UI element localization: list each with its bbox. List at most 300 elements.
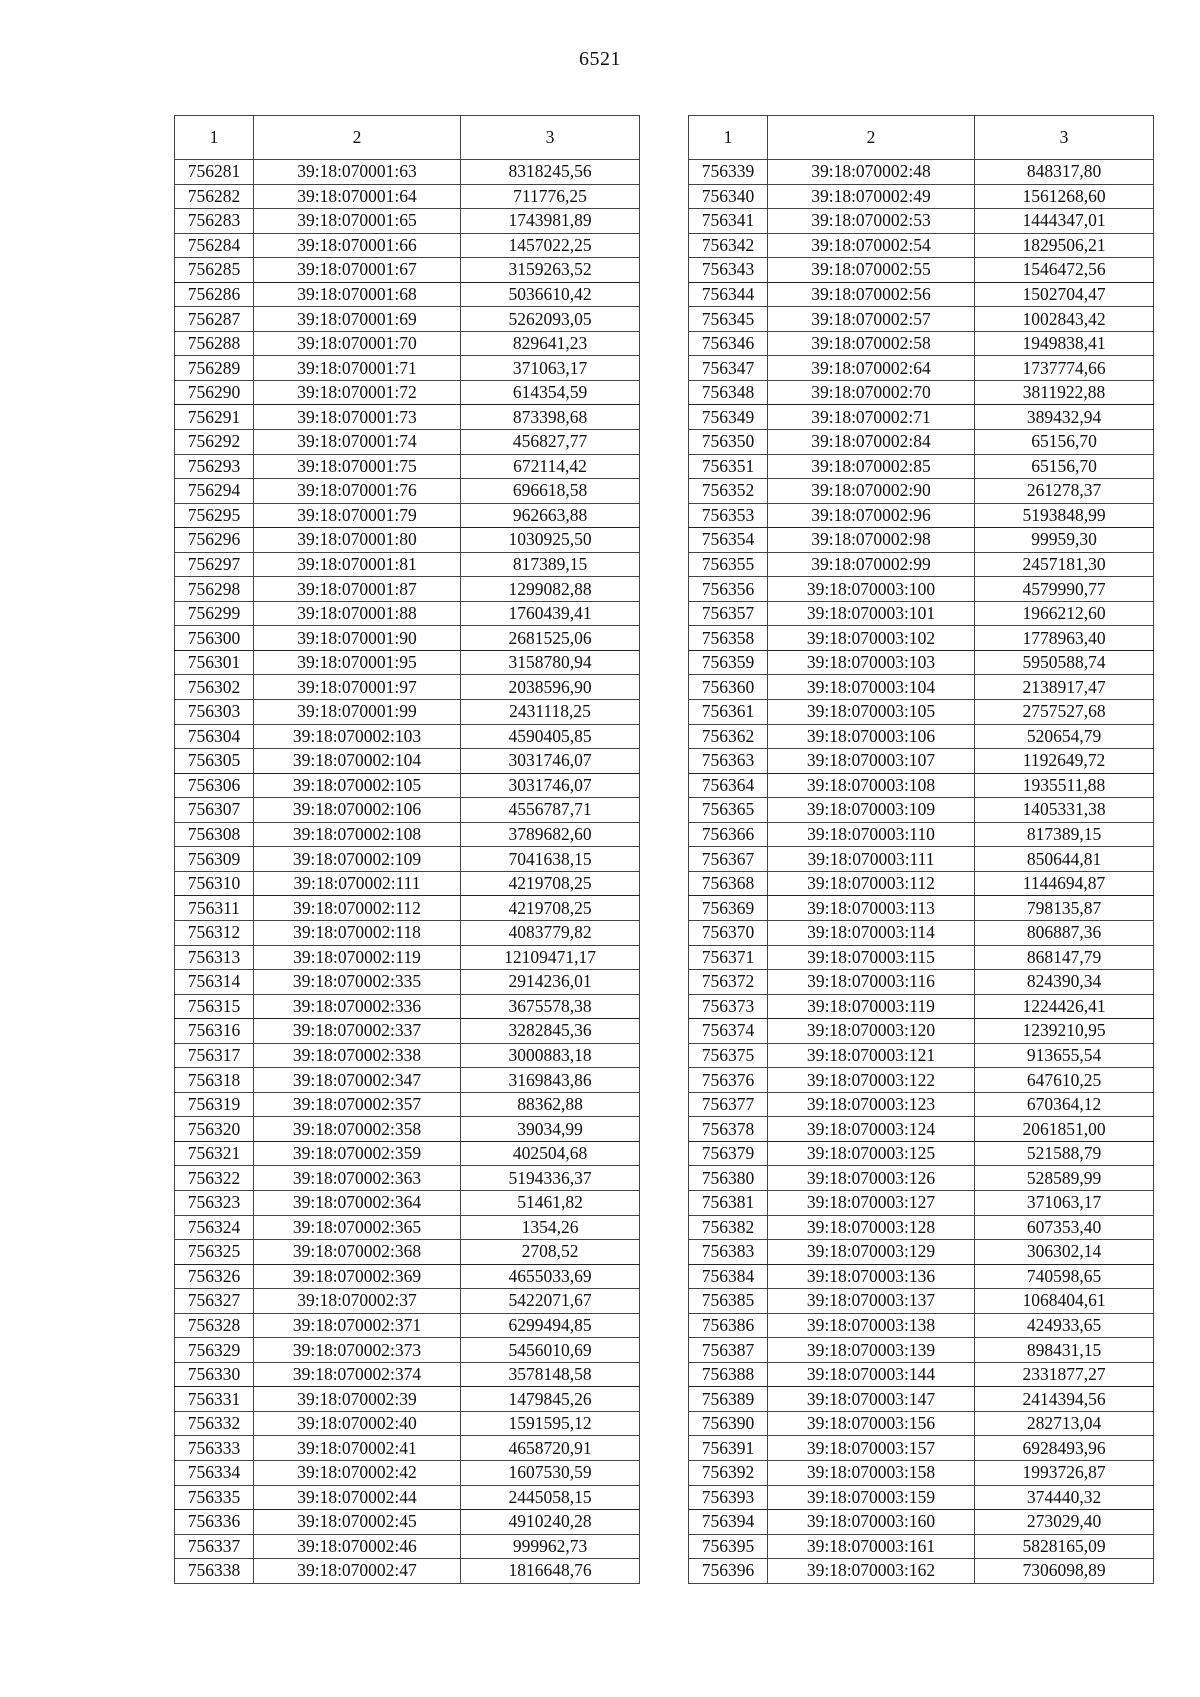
column-header-3: 3 <box>975 116 1154 160</box>
row-number-cell: 756314 <box>175 970 254 995</box>
table-row <box>175 773 640 798</box>
row-number-cell: 756329 <box>175 1338 254 1363</box>
row-number-cell: 756360 <box>689 675 768 700</box>
row-number-cell: 756377 <box>689 1092 768 1117</box>
cadastral-number-cell: 39:18:070003:125 <box>768 1141 975 1166</box>
cadastral-number-cell: 39:18:070001:74 <box>254 430 461 455</box>
table-row <box>175 1534 640 1559</box>
value-cell: 3789682,60 <box>461 822 640 847</box>
value-cell: 1030925,50 <box>461 528 640 553</box>
cadastral-number-cell: 39:18:070002:45 <box>254 1510 461 1535</box>
value-cell: 2061851,00 <box>975 1117 1154 1142</box>
cadastral-number-cell: 39:18:070001:87 <box>254 577 461 602</box>
cadastral-number-cell: 39:18:070003:128 <box>768 1215 975 1240</box>
value-cell: 962663,88 <box>461 503 640 528</box>
table-row <box>689 331 1154 356</box>
row-number-cell: 756320 <box>175 1117 254 1142</box>
table-row <box>689 1068 1154 1093</box>
value-cell: 2331877,27 <box>975 1362 1154 1387</box>
value-cell: 5194336,37 <box>461 1166 640 1191</box>
value-cell: 848317,80 <box>975 160 1154 185</box>
table-row <box>175 1510 640 1535</box>
row-number-cell: 756356 <box>689 577 768 602</box>
value-cell: 1743981,89 <box>461 209 640 234</box>
table-row <box>689 1166 1154 1191</box>
row-number-cell: 756389 <box>689 1387 768 1412</box>
cadastral-number-cell: 39:18:070002:363 <box>254 1166 461 1191</box>
table-row <box>689 1485 1154 1510</box>
row-number-cell: 756304 <box>175 724 254 749</box>
row-number-cell: 756351 <box>689 454 768 479</box>
row-number-cell: 756354 <box>689 528 768 553</box>
row-number-cell: 756283 <box>175 209 254 234</box>
value-cell: 273029,40 <box>975 1510 1154 1535</box>
row-number-cell: 756388 <box>689 1362 768 1387</box>
cadastral-number-cell: 39:18:070002:99 <box>768 552 975 577</box>
table-row <box>689 920 1154 945</box>
value-cell: 1737774,66 <box>975 356 1154 381</box>
cadastral-number-cell: 39:18:070002:64 <box>768 356 975 381</box>
value-cell: 374440,32 <box>975 1485 1154 1510</box>
row-number-cell: 756334 <box>175 1460 254 1485</box>
row-number-cell: 756321 <box>175 1141 254 1166</box>
row-number-cell: 756338 <box>175 1559 254 1584</box>
value-cell: 1561268,60 <box>975 184 1154 209</box>
table-row <box>175 1043 640 1068</box>
cadastral-number-cell: 39:18:070003:139 <box>768 1338 975 1363</box>
value-cell: 2138917,47 <box>975 675 1154 700</box>
row-number-cell: 756301 <box>175 650 254 675</box>
cadastral-number-cell: 39:18:070003:136 <box>768 1264 975 1289</box>
row-number-cell: 756382 <box>689 1215 768 1240</box>
cadastral-number-cell: 39:18:070003:109 <box>768 798 975 823</box>
table-row <box>175 405 640 430</box>
cadastral-number-cell: 39:18:070002:49 <box>768 184 975 209</box>
table-row <box>689 1534 1154 1559</box>
table-row <box>689 405 1154 430</box>
value-cell: 3811922,88 <box>975 380 1154 405</box>
cadastral-number-cell: 39:18:070002:44 <box>254 1485 461 1510</box>
cadastral-number-cell: 39:18:070002:119 <box>254 945 461 970</box>
cadastral-number-cell: 39:18:070002:111 <box>254 871 461 896</box>
value-cell: 4658720,91 <box>461 1436 640 1461</box>
table-row <box>689 700 1154 725</box>
table-row <box>689 233 1154 258</box>
row-number-cell: 756337 <box>175 1534 254 1559</box>
value-cell: 798135,87 <box>975 896 1154 921</box>
cadastral-number-cell: 39:18:070002:359 <box>254 1141 461 1166</box>
table-row <box>689 209 1154 234</box>
table-row <box>175 503 640 528</box>
value-cell: 824390,34 <box>975 970 1154 995</box>
value-cell: 614354,59 <box>461 380 640 405</box>
value-cell: 3578148,58 <box>461 1362 640 1387</box>
row-number-cell: 756292 <box>175 430 254 455</box>
row-number-cell: 756349 <box>689 405 768 430</box>
table-row <box>175 1411 640 1436</box>
row-number-cell: 756359 <box>689 650 768 675</box>
column-header-3: 3 <box>461 116 640 160</box>
row-number-cell: 756365 <box>689 798 768 823</box>
register-table-right <box>688 115 1154 1584</box>
value-cell: 3169843,86 <box>461 1068 640 1093</box>
row-number-cell: 756327 <box>175 1289 254 1314</box>
cadastral-number-cell: 39:18:070001:99 <box>254 700 461 725</box>
row-number-cell: 756385 <box>689 1289 768 1314</box>
cadastral-number-cell: 39:18:070002:368 <box>254 1240 461 1265</box>
row-number-cell: 756289 <box>175 356 254 381</box>
table-row <box>175 945 640 970</box>
table-row <box>689 601 1154 626</box>
table-row <box>175 1289 640 1314</box>
header-row <box>689 116 1154 160</box>
cadastral-number-cell: 39:18:070002:48 <box>768 160 975 185</box>
cadastral-number-cell: 39:18:070002:358 <box>254 1117 461 1142</box>
value-cell: 1354,26 <box>461 1215 640 1240</box>
row-number-cell: 756395 <box>689 1534 768 1559</box>
cadastral-number-cell: 39:18:070002:57 <box>768 307 975 332</box>
cadastral-number-cell: 39:18:070002:357 <box>254 1092 461 1117</box>
value-cell: 868147,79 <box>975 945 1154 970</box>
row-number-cell: 756394 <box>689 1510 768 1535</box>
value-cell: 4579990,77 <box>975 577 1154 602</box>
row-number-cell: 756284 <box>175 233 254 258</box>
value-cell: 5193848,99 <box>975 503 1154 528</box>
table-row <box>689 1510 1154 1535</box>
value-cell: 3158780,94 <box>461 650 640 675</box>
value-cell: 850644,81 <box>975 847 1154 872</box>
cadastral-number-cell: 39:18:070002:56 <box>768 282 975 307</box>
row-number-cell: 756346 <box>689 331 768 356</box>
row-number-cell: 756340 <box>689 184 768 209</box>
value-cell: 521588,79 <box>975 1141 1154 1166</box>
table-row <box>689 970 1154 995</box>
cadastral-number-cell: 39:18:070003:113 <box>768 896 975 921</box>
table-row <box>175 650 640 675</box>
value-cell: 520654,79 <box>975 724 1154 749</box>
page-number: 6521 <box>579 48 621 70</box>
value-cell: 306302,14 <box>975 1240 1154 1265</box>
row-number-cell: 756396 <box>689 1559 768 1584</box>
table-row <box>689 1362 1154 1387</box>
cadastral-number-cell: 39:18:070003:104 <box>768 675 975 700</box>
table-row <box>175 1240 640 1265</box>
column-header-1: 1 <box>175 116 254 160</box>
cadastral-number-cell: 39:18:070003:116 <box>768 970 975 995</box>
table-row <box>175 479 640 504</box>
row-number-cell: 756311 <box>175 896 254 921</box>
row-number-cell: 756367 <box>689 847 768 872</box>
cadastral-number-cell: 39:18:070001:69 <box>254 307 461 332</box>
row-number-cell: 756345 <box>689 307 768 332</box>
cadastral-number-cell: 39:18:070003:123 <box>768 1092 975 1117</box>
row-number-cell: 756291 <box>175 405 254 430</box>
cadastral-number-cell: 39:18:070002:39 <box>254 1387 461 1412</box>
row-number-cell: 756322 <box>175 1166 254 1191</box>
value-cell: 5456010,69 <box>461 1338 640 1363</box>
row-number-cell: 756310 <box>175 871 254 896</box>
cadastral-number-cell: 39:18:070002:103 <box>254 724 461 749</box>
table-row <box>689 454 1154 479</box>
value-cell: 88362,88 <box>461 1092 640 1117</box>
value-cell: 528589,99 <box>975 1166 1154 1191</box>
row-number-cell: 756374 <box>689 1019 768 1044</box>
cadastral-number-cell: 39:18:070001:67 <box>254 258 461 283</box>
cadastral-number-cell: 39:18:070002:118 <box>254 920 461 945</box>
value-cell: 3159263,52 <box>461 258 640 283</box>
column-header-1: 1 <box>689 116 768 160</box>
value-cell: 371063,17 <box>461 356 640 381</box>
cadastral-number-cell: 39:18:070001:73 <box>254 405 461 430</box>
table-row <box>689 1387 1154 1412</box>
value-cell: 5828165,09 <box>975 1534 1154 1559</box>
row-number-cell: 756362 <box>689 724 768 749</box>
value-cell: 456827,77 <box>461 430 640 455</box>
cadastral-number-cell: 39:18:070003:121 <box>768 1043 975 1068</box>
row-number-cell: 756281 <box>175 160 254 185</box>
cadastral-number-cell: 39:18:070003:161 <box>768 1534 975 1559</box>
cadastral-number-cell: 39:18:070002:71 <box>768 405 975 430</box>
row-number-cell: 756361 <box>689 700 768 725</box>
row-number-cell: 756373 <box>689 994 768 1019</box>
value-cell: 1002843,42 <box>975 307 1154 332</box>
table-row <box>689 184 1154 209</box>
table-row <box>689 650 1154 675</box>
row-number-cell: 756339 <box>689 160 768 185</box>
table-row <box>689 896 1154 921</box>
value-cell: 4083779,82 <box>461 920 640 945</box>
table-row <box>175 184 640 209</box>
value-cell: 39034,99 <box>461 1117 640 1142</box>
value-cell: 1966212,60 <box>975 601 1154 626</box>
row-number-cell: 756328 <box>175 1313 254 1338</box>
table-row <box>689 675 1154 700</box>
row-number-cell: 756306 <box>175 773 254 798</box>
value-cell: 2757527,68 <box>975 700 1154 725</box>
table-row <box>689 1289 1154 1314</box>
value-cell: 6299494,85 <box>461 1313 640 1338</box>
row-number-cell: 756333 <box>175 1436 254 1461</box>
value-cell: 2445058,15 <box>461 1485 640 1510</box>
row-number-cell: 756350 <box>689 430 768 455</box>
cadastral-number-cell: 39:18:070002:98 <box>768 528 975 553</box>
cadastral-number-cell: 39:18:070002:337 <box>254 1019 461 1044</box>
row-number-cell: 756303 <box>175 700 254 725</box>
row-number-cell: 756364 <box>689 773 768 798</box>
table-row <box>689 356 1154 381</box>
value-cell: 1405331,38 <box>975 798 1154 823</box>
value-cell: 672114,42 <box>461 454 640 479</box>
value-cell: 1760439,41 <box>461 601 640 626</box>
row-number-cell: 756315 <box>175 994 254 1019</box>
table-row <box>175 1092 640 1117</box>
table-row <box>689 1043 1154 1068</box>
header-row <box>175 116 640 160</box>
row-number-cell: 756331 <box>175 1387 254 1412</box>
table-row <box>689 380 1154 405</box>
row-number-cell: 756369 <box>689 896 768 921</box>
row-number-cell: 756297 <box>175 552 254 577</box>
cadastral-number-cell: 39:18:070002:106 <box>254 798 461 823</box>
row-number-cell: 756313 <box>175 945 254 970</box>
table-row <box>175 1313 640 1338</box>
table-row <box>175 700 640 725</box>
cadastral-number-cell: 39:18:070001:63 <box>254 160 461 185</box>
value-cell: 1778963,40 <box>975 626 1154 651</box>
row-number-cell: 756344 <box>689 282 768 307</box>
table-row <box>689 528 1154 553</box>
value-cell: 1829506,21 <box>975 233 1154 258</box>
value-cell: 65156,70 <box>975 430 1154 455</box>
row-number-cell: 756368 <box>689 871 768 896</box>
row-number-cell: 756295 <box>175 503 254 528</box>
row-number-cell: 756343 <box>689 258 768 283</box>
value-cell: 65156,70 <box>975 454 1154 479</box>
table-row <box>689 430 1154 455</box>
table-row <box>175 626 640 651</box>
table-row <box>175 430 640 455</box>
cadastral-number-cell: 39:18:070001:64 <box>254 184 461 209</box>
cadastral-number-cell: 39:18:070001:75 <box>254 454 461 479</box>
value-cell: 5422071,67 <box>461 1289 640 1314</box>
cadastral-number-cell: 39:18:070003:144 <box>768 1362 975 1387</box>
cadastral-number-cell: 39:18:070002:85 <box>768 454 975 479</box>
value-cell: 402504,68 <box>461 1141 640 1166</box>
table-row <box>689 160 1154 185</box>
value-cell: 3675578,38 <box>461 994 640 1019</box>
value-cell: 4655033,69 <box>461 1264 640 1289</box>
row-number-cell: 756383 <box>689 1240 768 1265</box>
cadastral-number-cell: 39:18:070003:127 <box>768 1190 975 1215</box>
table-row <box>689 626 1154 651</box>
row-number-cell: 756326 <box>175 1264 254 1289</box>
value-cell: 51461,82 <box>461 1190 640 1215</box>
row-number-cell: 756312 <box>175 920 254 945</box>
value-cell: 2431118,25 <box>461 700 640 725</box>
value-cell: 8318245,56 <box>461 160 640 185</box>
table-row <box>689 1141 1154 1166</box>
row-number-cell: 756372 <box>689 970 768 995</box>
cadastral-number-cell: 39:18:070001:76 <box>254 479 461 504</box>
table-row <box>689 307 1154 332</box>
value-cell: 5036610,42 <box>461 282 640 307</box>
value-cell: 1816648,76 <box>461 1559 640 1584</box>
row-number-cell: 756324 <box>175 1215 254 1240</box>
value-cell: 7306098,89 <box>975 1559 1154 1584</box>
row-number-cell: 756341 <box>689 209 768 234</box>
cadastral-number-cell: 39:18:070003:147 <box>768 1387 975 1412</box>
table-row <box>689 994 1154 1019</box>
table-row <box>175 1485 640 1510</box>
table-row <box>175 601 640 626</box>
row-number-cell: 756293 <box>175 454 254 479</box>
table-row <box>175 1068 640 1093</box>
table-row <box>175 1387 640 1412</box>
cadastral-number-cell: 39:18:070001:71 <box>254 356 461 381</box>
table-row <box>689 1559 1154 1584</box>
value-cell: 2708,52 <box>461 1240 640 1265</box>
cadastral-number-cell: 39:18:070001:70 <box>254 331 461 356</box>
table-row <box>175 209 640 234</box>
table-row <box>689 1460 1154 1485</box>
table-row <box>689 1436 1154 1461</box>
cadastral-number-cell: 39:18:070003:124 <box>768 1117 975 1142</box>
cadastral-number-cell: 39:18:070002:70 <box>768 380 975 405</box>
value-cell: 1192649,72 <box>975 749 1154 774</box>
table-row <box>689 503 1154 528</box>
value-cell: 1457022,25 <box>461 233 640 258</box>
cadastral-number-cell: 39:18:070003:115 <box>768 945 975 970</box>
cadastral-number-cell: 39:18:070001:95 <box>254 650 461 675</box>
table-row <box>175 258 640 283</box>
table-row <box>175 356 640 381</box>
table-row <box>175 896 640 921</box>
table-row <box>175 749 640 774</box>
table-row <box>175 1436 640 1461</box>
table-row <box>175 380 640 405</box>
value-cell: 670364,12 <box>975 1092 1154 1117</box>
table-row <box>689 1264 1154 1289</box>
table-row <box>689 577 1154 602</box>
row-number-cell: 756347 <box>689 356 768 381</box>
cadastral-number-cell: 39:18:070002:365 <box>254 1215 461 1240</box>
cadastral-number-cell: 39:18:070002:109 <box>254 847 461 872</box>
table-row <box>175 454 640 479</box>
row-number-cell: 756371 <box>689 945 768 970</box>
cadastral-number-cell: 39:18:070002:37 <box>254 1289 461 1314</box>
cadastral-number-cell: 39:18:070002:84 <box>768 430 975 455</box>
table-row <box>689 1313 1154 1338</box>
table-row <box>689 1215 1154 1240</box>
row-number-cell: 756378 <box>689 1117 768 1142</box>
row-number-cell: 756332 <box>175 1411 254 1436</box>
row-number-cell: 756300 <box>175 626 254 651</box>
table-row <box>689 1092 1154 1117</box>
value-cell: 1068404,61 <box>975 1289 1154 1314</box>
value-cell: 3000883,18 <box>461 1043 640 1068</box>
row-number-cell: 756305 <box>175 749 254 774</box>
cadastral-number-cell: 39:18:070003:162 <box>768 1559 975 1584</box>
table-row <box>689 1240 1154 1265</box>
cadastral-number-cell: 39:18:070003:137 <box>768 1289 975 1314</box>
value-cell: 740598,65 <box>975 1264 1154 1289</box>
cadastral-number-cell: 39:18:070003:160 <box>768 1510 975 1535</box>
row-number-cell: 756325 <box>175 1240 254 1265</box>
value-cell: 647610,25 <box>975 1068 1154 1093</box>
cadastral-number-cell: 39:18:070003:157 <box>768 1436 975 1461</box>
cadastral-number-cell: 39:18:070002:46 <box>254 1534 461 1559</box>
table-row <box>175 282 640 307</box>
row-number-cell: 756363 <box>689 749 768 774</box>
row-number-cell: 756357 <box>689 601 768 626</box>
value-cell: 2038596,90 <box>461 675 640 700</box>
row-number-cell: 756386 <box>689 1313 768 1338</box>
row-number-cell: 756318 <box>175 1068 254 1093</box>
value-cell: 873398,68 <box>461 405 640 430</box>
table-row <box>175 1460 640 1485</box>
row-number-cell: 756366 <box>689 822 768 847</box>
cadastral-number-cell: 39:18:070003:103 <box>768 650 975 675</box>
cadastral-number-cell: 39:18:070002:112 <box>254 896 461 921</box>
value-cell: 696618,58 <box>461 479 640 504</box>
value-cell: 1993726,87 <box>975 1460 1154 1485</box>
cadastral-number-cell: 39:18:070002:47 <box>254 1559 461 1584</box>
value-cell: 1935511,88 <box>975 773 1154 798</box>
value-cell: 913655,54 <box>975 1043 1154 1068</box>
cadastral-number-cell: 39:18:070001:66 <box>254 233 461 258</box>
value-cell: 1479845,26 <box>461 1387 640 1412</box>
table-row <box>175 1141 640 1166</box>
